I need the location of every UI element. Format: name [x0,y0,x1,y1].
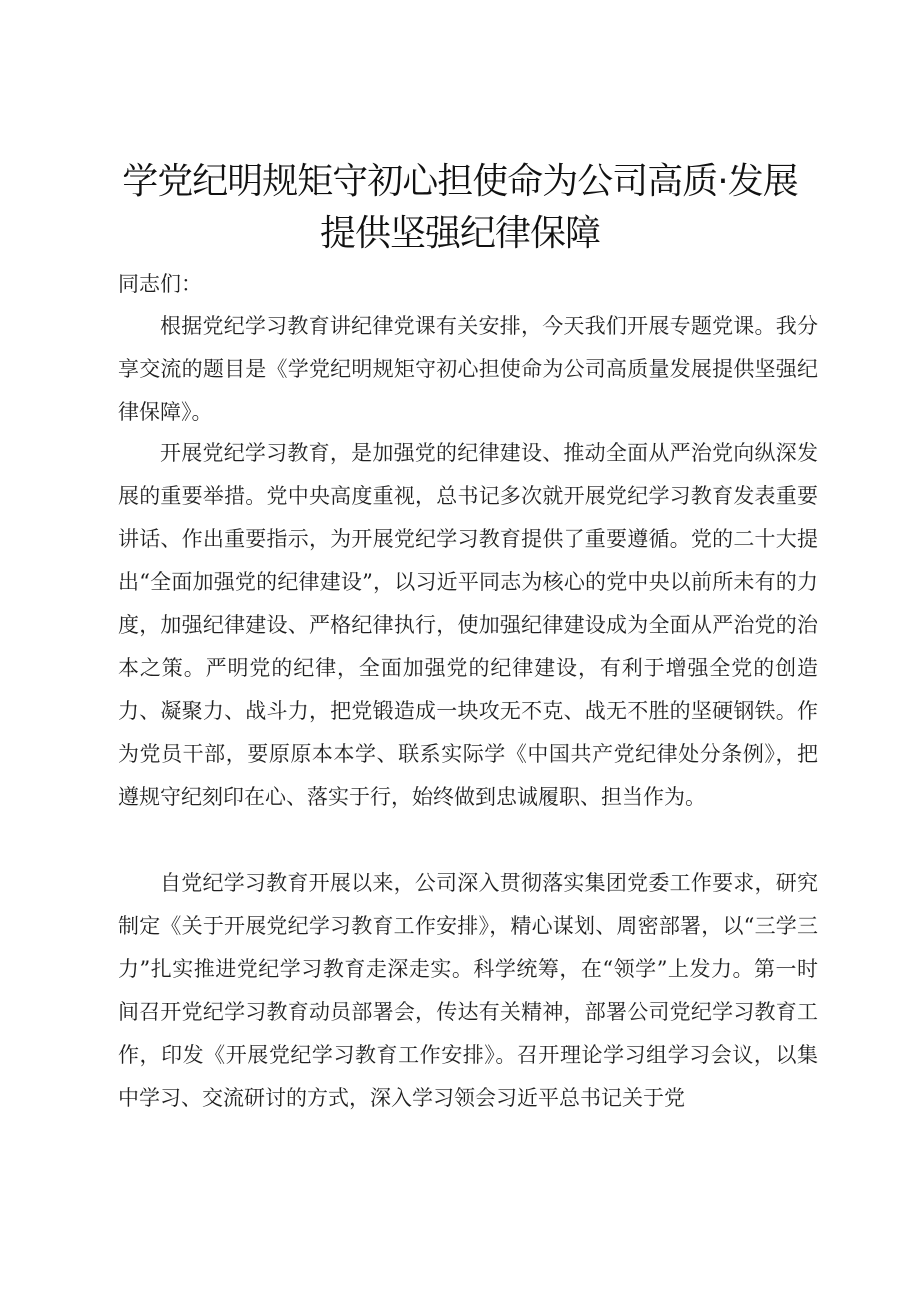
paragraph-3: 自党纪学习教育开展以来，公司深入贯彻落实集团党委工作要求，研究制定《关于开展党纪学习教育工作安排》，精心谋划、周密部署，以“三学三力”扎实推进党纪学习教育走深走实。科学统筹，在“领学”上发力。第一时间召开党纪学习教育动员部署会，传达有关精神，部署公司党纪学习教育工作，印发《开展党纪学习教育工作安排》。召开理论学习组学习会议，以集中学习、交流研讨的方式，深入学习领会习近平总书记关于党 [118,871,818,1110]
salutation: 同志们： [118,272,202,296]
paragraph-2: 开展党纪学习教育，是加强党的纪律建设、推动全面从严治党向纵深发展的重要举措。党中央高度重视，总书记多次就开展党纪学习教育发表重要讲话、作出重要指示，为开展党纪学习教育提供了重要遵循。党的二十大提出“全面加强党的纪律建设”，以习近平同志为核心的党中央以前所未有的力度，加强纪律建设、严格纪律执行，使加强纪律建设成为全面从严治党的治本之策。严明党的纪律，全面加强党的纪律建设，有利于增强全党的创造力、凝聚力、战斗力，把党锻造成一块攻无不克、战无不胜的坚硬钢铁。作为党员干部，要原原本本学、联系实际学《中国共产党纪律处分条例》，把遵规守纪刻印在心、落实于行，始终做到忠诚履职、担当作为。 [118,441,818,809]
document-title-line-2: 提供坚强纪律保障 [319,213,600,254]
document-title-line-1: 学党纪明规矩守初心担使命为公司高质·发展 [122,161,798,202]
paragraph-1: 根据党纪学习教育讲纪律党课有关安排，今天我们开展专题党课。我分享交流的题目是《学党纪明规矩守初心担使命为公司高质量发展提供坚强纪律保障》。 [118,314,818,424]
